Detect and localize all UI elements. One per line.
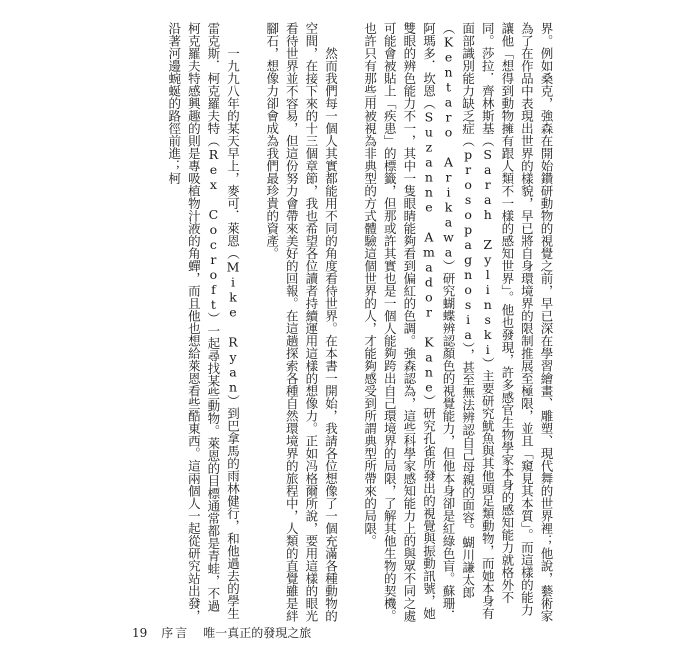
paragraph-gap: [340, 22, 360, 622]
page-number: 19: [132, 626, 148, 640]
paragraph-gap: [243, 22, 263, 622]
vertical-text-body: [124, 22, 556, 622]
paragraph-3: 一九九八年的某天早上，麥可．萊恩（Mike Ryan）到巴拿馬的雨林健行，和他過去的學生雷克斯．柯克羅夫特（Rex Cocroft）一起尋找某些動物。萊恩的目標通常都是青蛙，不過柯克羅夫特感興趣的則是專吸植物汁液的角蟬，而且他也想給萊恩看些酷東西。這兩個人一起從研究站出發，沿著河邊蜿蜒的路徑前進；柯: [166, 22, 241, 622]
paragraph-1: 界。例如桑克，強森在開始鑽研動物的視覺之前，早已深在學習繪畫、雕塑、現代舞的世界裡；他說，藝術家為了在作品中表現出世界的樣貌，早已將自身環境界的限制推展至極限，並且「窺見其本質」。而這樣的能力讓他「想得到動物擁有跟人類不一樣的感知世界」。他也發現，許多感官生物學家本身的感知能力就格外不同。莎拉．齊林斯基（Sarah Zylinski）主要研究魷魚與其他頭足類動物，而她本身有面部識別能力缺乏症（prosopagnosia），甚至無法辨認自己母親的面容。蝴川謙太郎（Kentaro Arikawa）研究蝴蝶辨認顏色的視覺能力，但他本身卻是紅綠色盲。蘇珊．阿瑪多．坎恩（Suzanne Amador Kane）研究孔雀所發出的視覺與振動訊號，她雙眼的辨色能力不一，其中一隻眼睛能夠看到偏紅的色調。強森認為，這些科學家感知能力上的與眾不同之處可能會被貼上「疾患」的標籤，但那或許其實也是一個人能夠跨出自己環境界的局限，了解其他生物的契機。也許只有那些用被視為非典型的方式體驗這個世界的人，才能夠感受到所謂典型所帶來的局限。: [362, 22, 554, 622]
paragraph-2: 然而我們每一個人其實都能用不同的角度看待世界。在本書一開始，我請各位想像了一個充滿各種動物的空間，在接下來的十三個章節，我也希望各位讀者持續運用這樣的想像力。正如冯格爾所說，要用這樣的眼光看待世界並不容易，但這份努力會帶來美好的回報。在這趟探索各種自然環境界的旅程中，人類的直覺雖是絆腳石，想像力卻會成為我們最珍貴的資產。: [264, 22, 339, 622]
chapter-label: 序言: [161, 626, 190, 640]
chapter-title: 唯一真正的發現之旅: [203, 626, 312, 640]
page-footer: [132, 624, 311, 641]
